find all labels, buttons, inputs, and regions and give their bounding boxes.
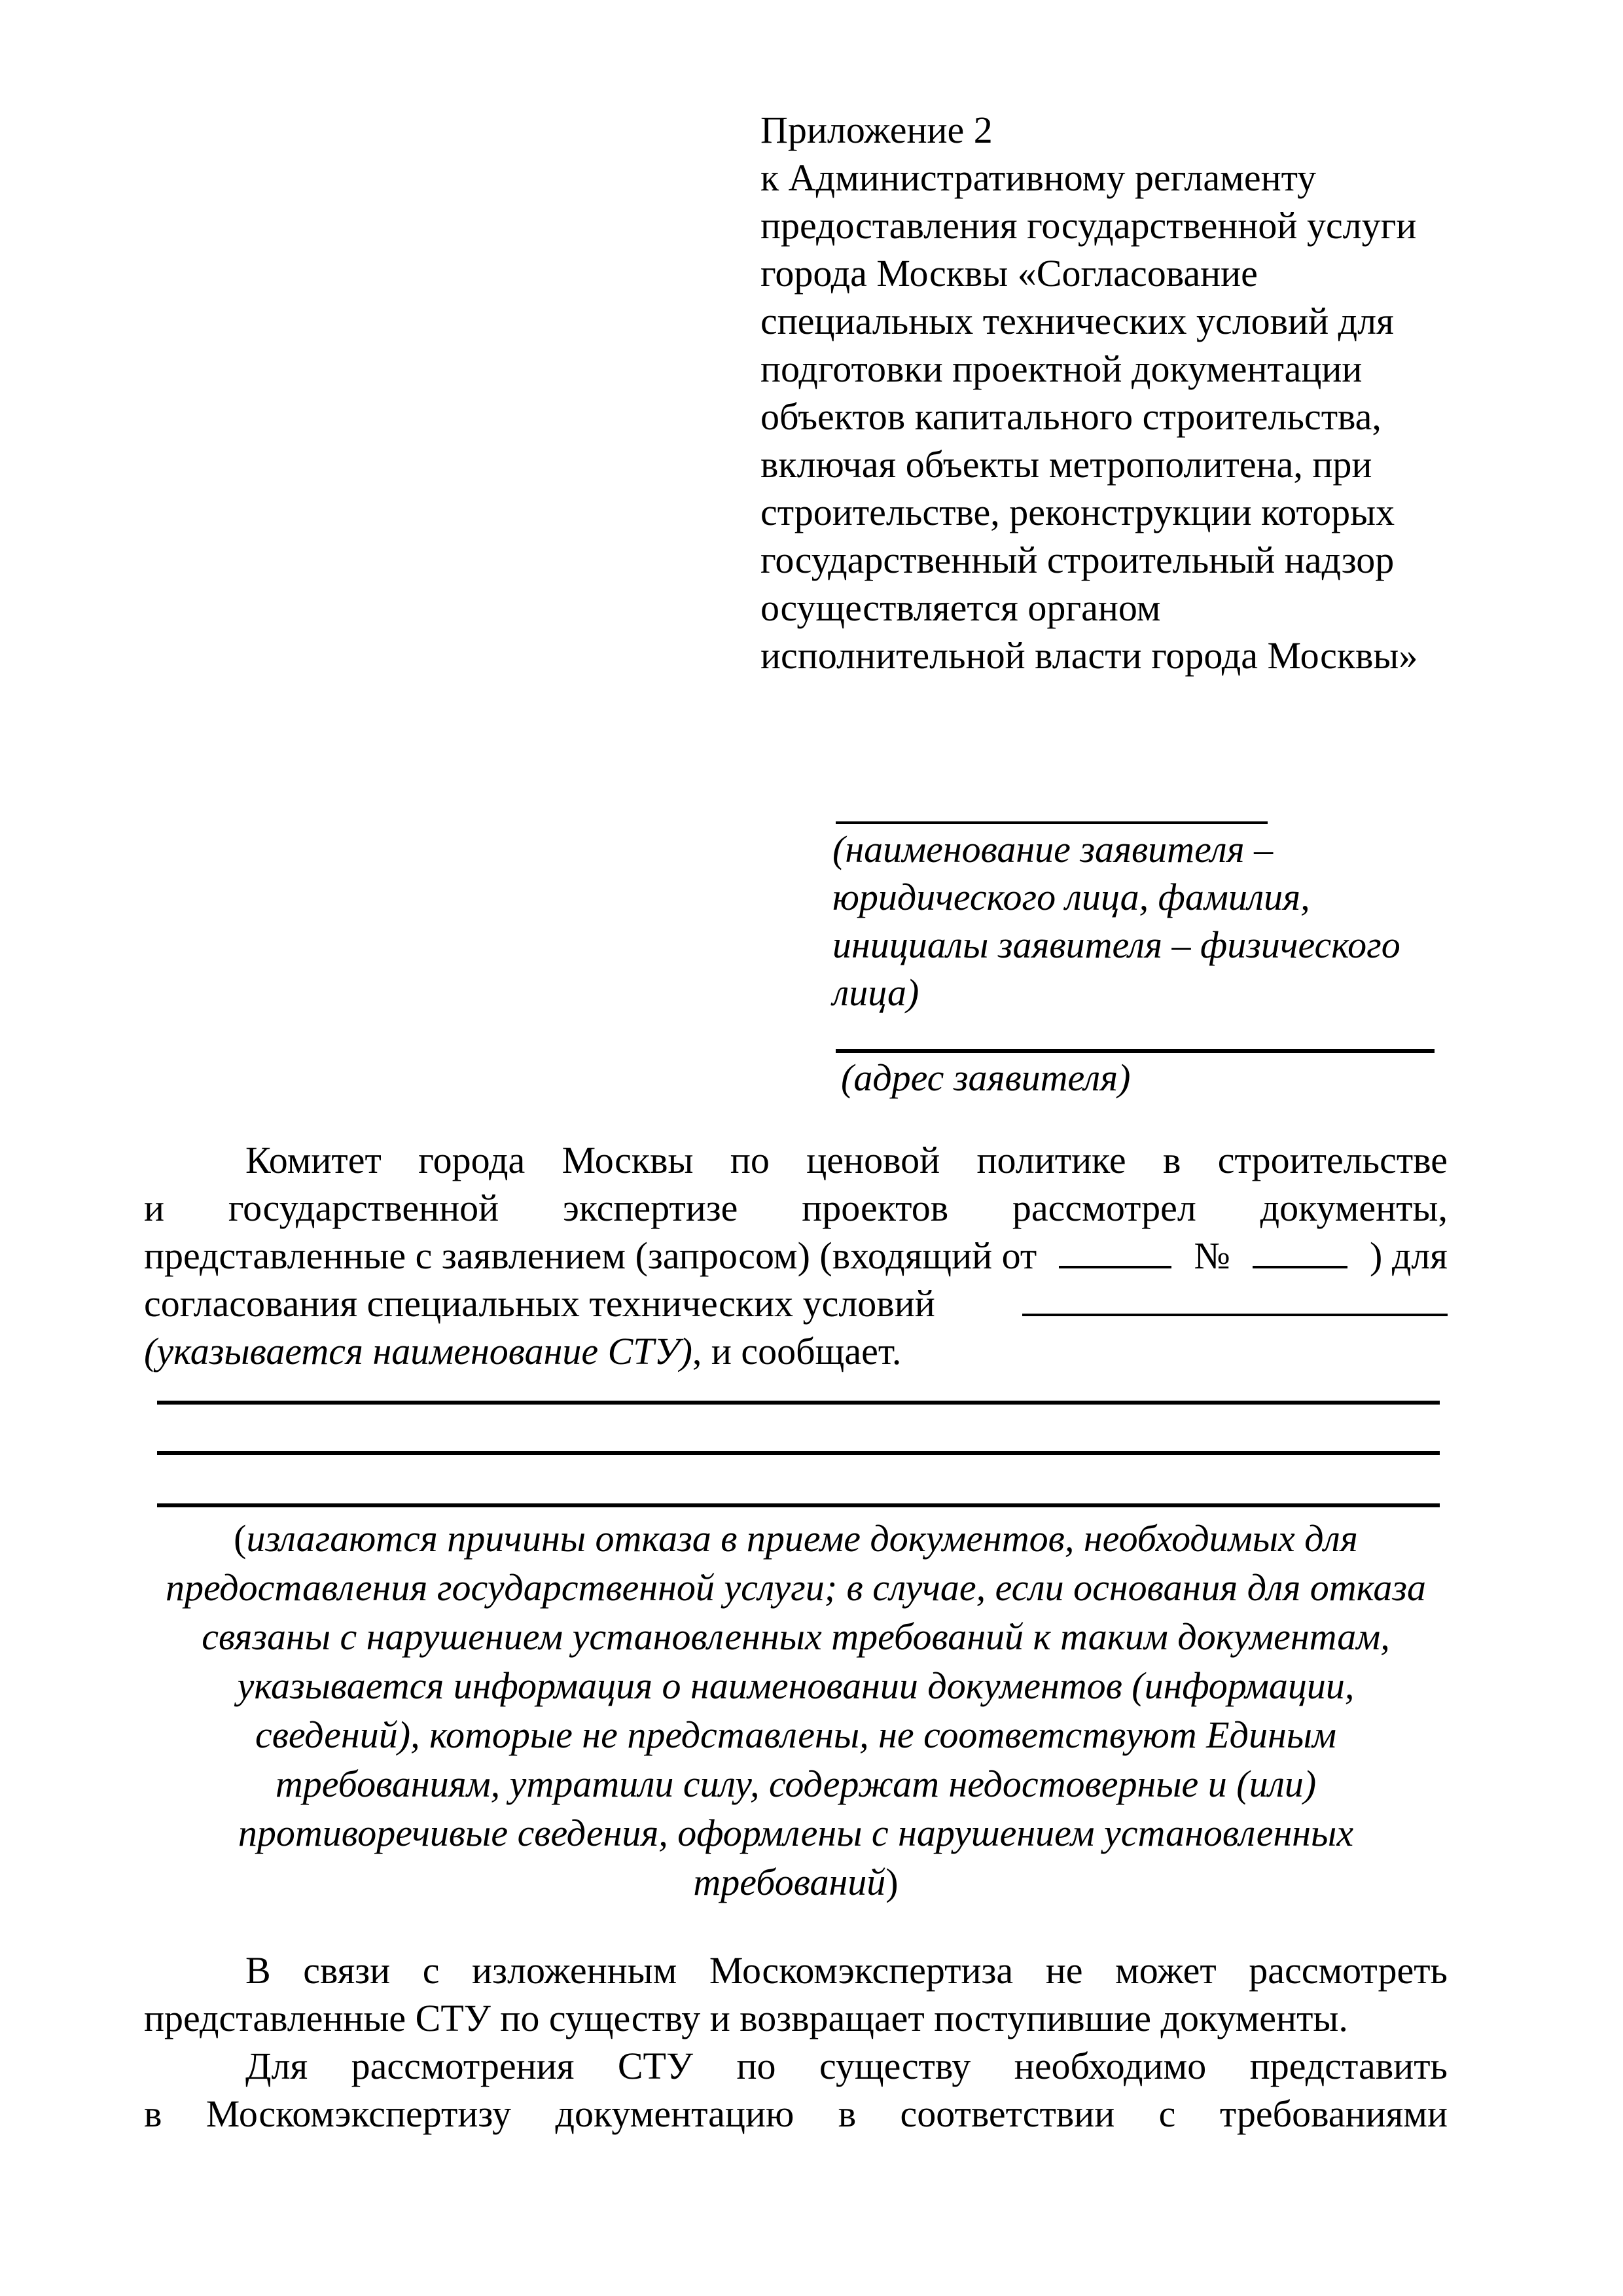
body-text: согласования специальных технических условий (144, 1282, 935, 1325)
reasons-hint-line: предоставления государственной услуги; в случае, если основания для отказа (166, 1566, 1426, 1609)
reasons-hint-line (144, 1517, 1448, 1560)
close-paren: ) (885, 1861, 899, 1903)
appendix-line: подготовки проектной документации (760, 348, 1363, 390)
appendix-line: строительстве, реконструкции которых (760, 491, 1395, 533)
appendix-line: предоставления государственной услуги (760, 204, 1417, 247)
appendix-line: исполнительной власти города Москвы» (760, 634, 1418, 677)
body-text: ) для (1370, 1234, 1448, 1277)
body-line: Комитет города Москвы по ценовой политике в строительстве (245, 1139, 1448, 1181)
applicant-address-field[interactable] (836, 1049, 1435, 1053)
stu-name-field[interactable] (1022, 1286, 1448, 1316)
applicant-address-hint: (адрес заявителя) (841, 1056, 1131, 1099)
number-sign: № (1194, 1234, 1230, 1277)
reasons-hint-line: противоречивые сведения, оформлены с нарушением установленных (238, 1812, 1354, 1854)
appendix-line: Приложение 2 (760, 109, 993, 151)
body-line: Для рассмотрения СТУ по существу необходимо представить (245, 2045, 1448, 2087)
applicant-name-hint: лица) (832, 971, 919, 1014)
appendix-line: включая объекты метрополитена, при (760, 443, 1372, 486)
reasons-hint-line: указывается информация о наименовании документов (информации, (237, 1664, 1355, 1707)
appendix-line: специальных технических условий для (760, 300, 1394, 342)
appendix-line: объектов капитального строительства, (760, 395, 1382, 438)
body-line: в Москомэкспертизу документацию в соответствии с требованиями (144, 2092, 1448, 2135)
body-line-stu (144, 1282, 1448, 1325)
reason-field-3[interactable] (157, 1503, 1440, 1507)
reason-field-1[interactable] (157, 1401, 1440, 1405)
applicant-name-hint: (наименование заявителя – (832, 828, 1274, 870)
body-line (144, 1330, 901, 1373)
body-line: и государственной экспертизе проектов рассмотрел документы, (144, 1187, 1448, 1229)
reasons-hint-line: связаны с нарушением установленных требований к таким документам, (202, 1615, 1390, 1658)
applicant-name-hint: инициалы заявителя – физического (832, 924, 1400, 966)
body-text: , и сообщает. (692, 1330, 902, 1372)
body-line-request (144, 1234, 1448, 1278)
body-line: представленные СТУ по существу и возвращает поступившие документы. (144, 1997, 1348, 2039)
reasons-hint-line (144, 1861, 1448, 1904)
reasons-text: требований (693, 1861, 886, 1903)
appendix-line: к Административному регламенту (760, 156, 1317, 199)
appendix-line: осуществляется органом (760, 586, 1161, 629)
appendix-line: государственный строительный надзор (760, 539, 1395, 581)
stu-name-hint: (указывается наименование СТУ) (144, 1330, 692, 1372)
reason-field-2[interactable] (157, 1451, 1440, 1455)
open-paren: ( (234, 1517, 247, 1560)
reasons-text: излагаются причины отказа в приеме документов, необходимых для (246, 1517, 1358, 1560)
appendix-line: города Москвы «Согласование (760, 252, 1258, 295)
reasons-hint-line: требованиям, утратили силу, содержат недостоверные и (или) (275, 1763, 1317, 1805)
applicant-name-field[interactable] (836, 821, 1268, 824)
reasons-hint-line: сведений), которые не представлены, не соответствуют Единым (255, 1713, 1337, 1756)
applicant-name-hint: юридического лица, фамилия, (832, 876, 1310, 918)
request-number-field[interactable] (1253, 1238, 1347, 1268)
request-date-field[interactable] (1059, 1238, 1171, 1268)
body-text: представленные с заявлением (запросом) (входящий от (144, 1234, 1037, 1277)
body-line: В связи с изложенным Москомэкспертиза не может рассмотреть (245, 1949, 1448, 1992)
